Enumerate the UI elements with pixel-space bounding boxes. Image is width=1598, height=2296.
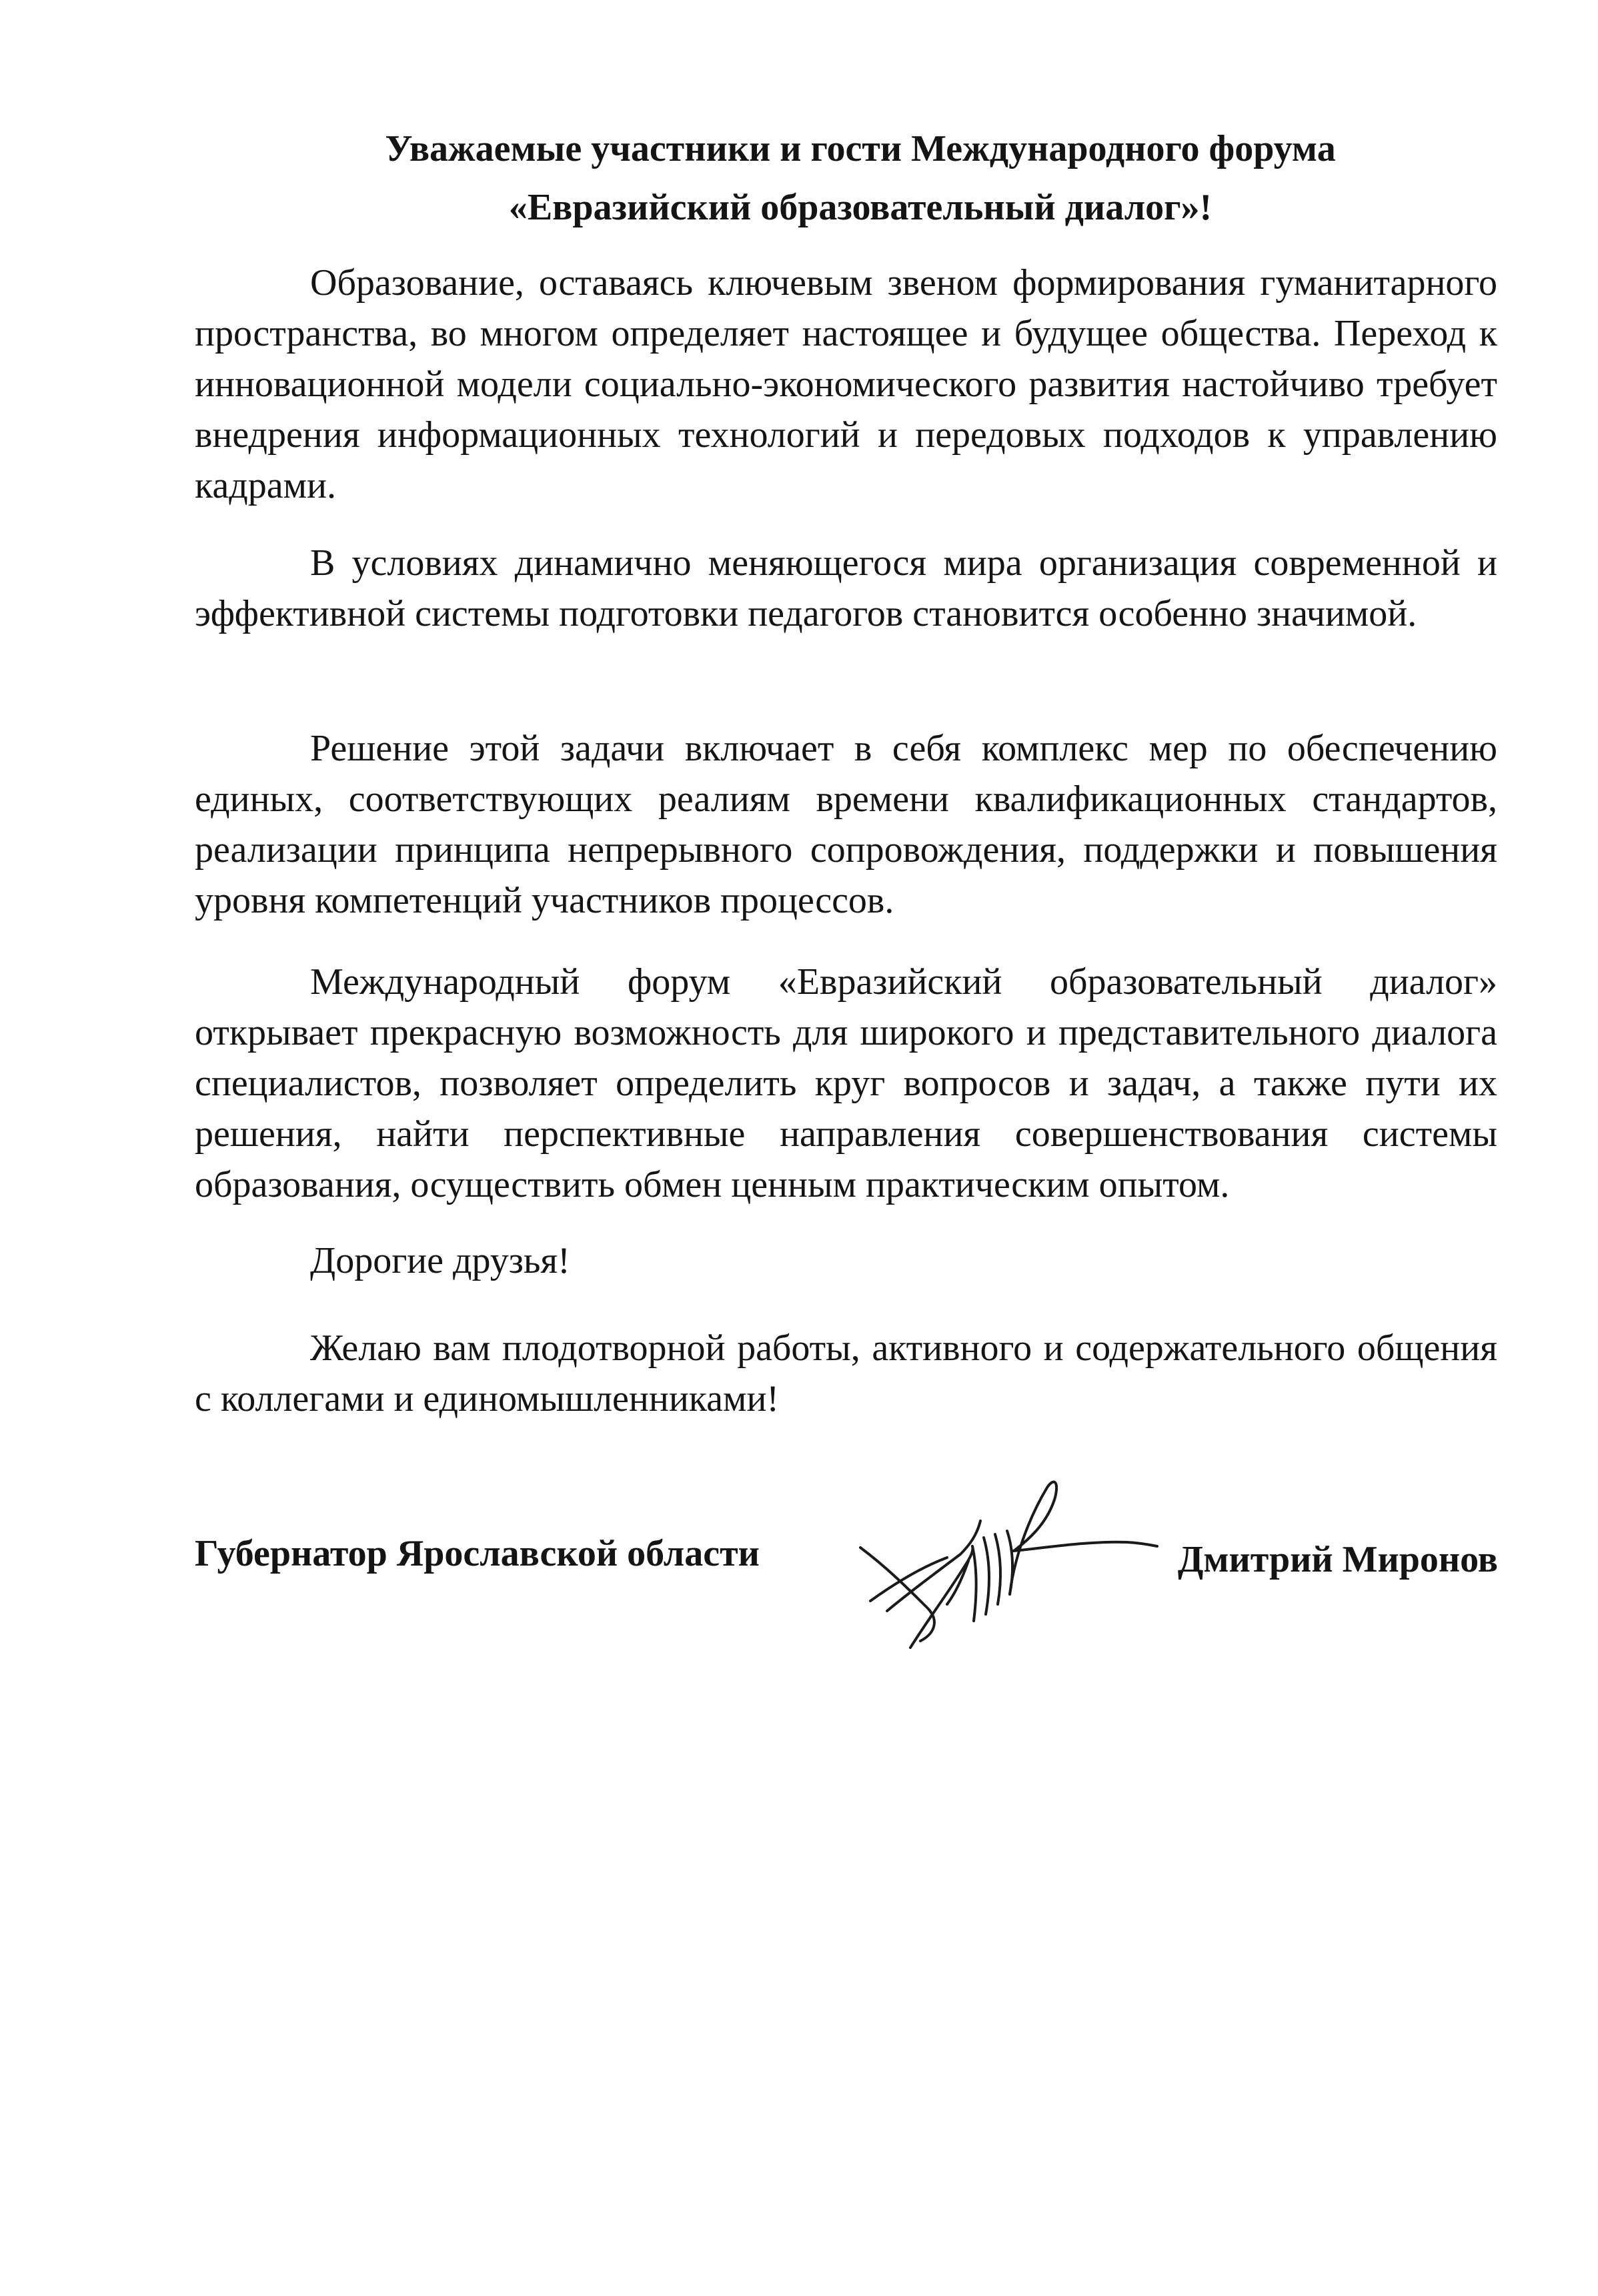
paragraph-3: Решение этой задачи включает в себя комплекс мер по обеспечению единых, соответствующих реалиям времени квалификационных стандартов, реализации принципа непрерывного сопровождения, поддержки и повышения уровня компетенций участников процессов. — [195, 728, 1497, 921]
heading-line-1: Уважаемые участники и гости Международного форума — [385, 128, 1336, 169]
signatory-position: Губернатор Ярославской области — [195, 1533, 760, 1574]
greeting: Дорогие друзья! — [310, 1240, 570, 1281]
paragraph-4: Международный форум «Евразийский образовательный диалог» открывает прекрасную возможность для широкого и представительного диалога специалистов, позволяет определить круг вопросов и задач, а также пути их решения, найти перспективные направления совершенствования системы образования, осуществить обмен ценным практическим опытом. — [195, 961, 1497, 1205]
closing-paragraph: Желаю вам плодотворной работы, активного и содержательного общения с коллегами и единомышленниками! — [195, 1327, 1497, 1419]
paragraph-2: В условиях динамично меняющегося мира организация современной и эффективной системы подготовки педагогов становится особенно значимой. — [195, 542, 1497, 634]
handwritten-signature — [847, 1468, 1160, 1661]
signatory-name: Дмитрий Миронов — [1177, 1539, 1498, 1580]
heading-line-2: «Евразийский образовательный диалог»! — [508, 187, 1213, 228]
paragraph-1: Образование, оставаясь ключевым звеном формирования гуманитарного пространства, во многом определяет настоящее и будущее общества. Переход к инновационной модели социально-экономического развития настойчиво требует внедрения информационных технологий и передовых подходов к управлению кадрами. — [195, 262, 1497, 506]
